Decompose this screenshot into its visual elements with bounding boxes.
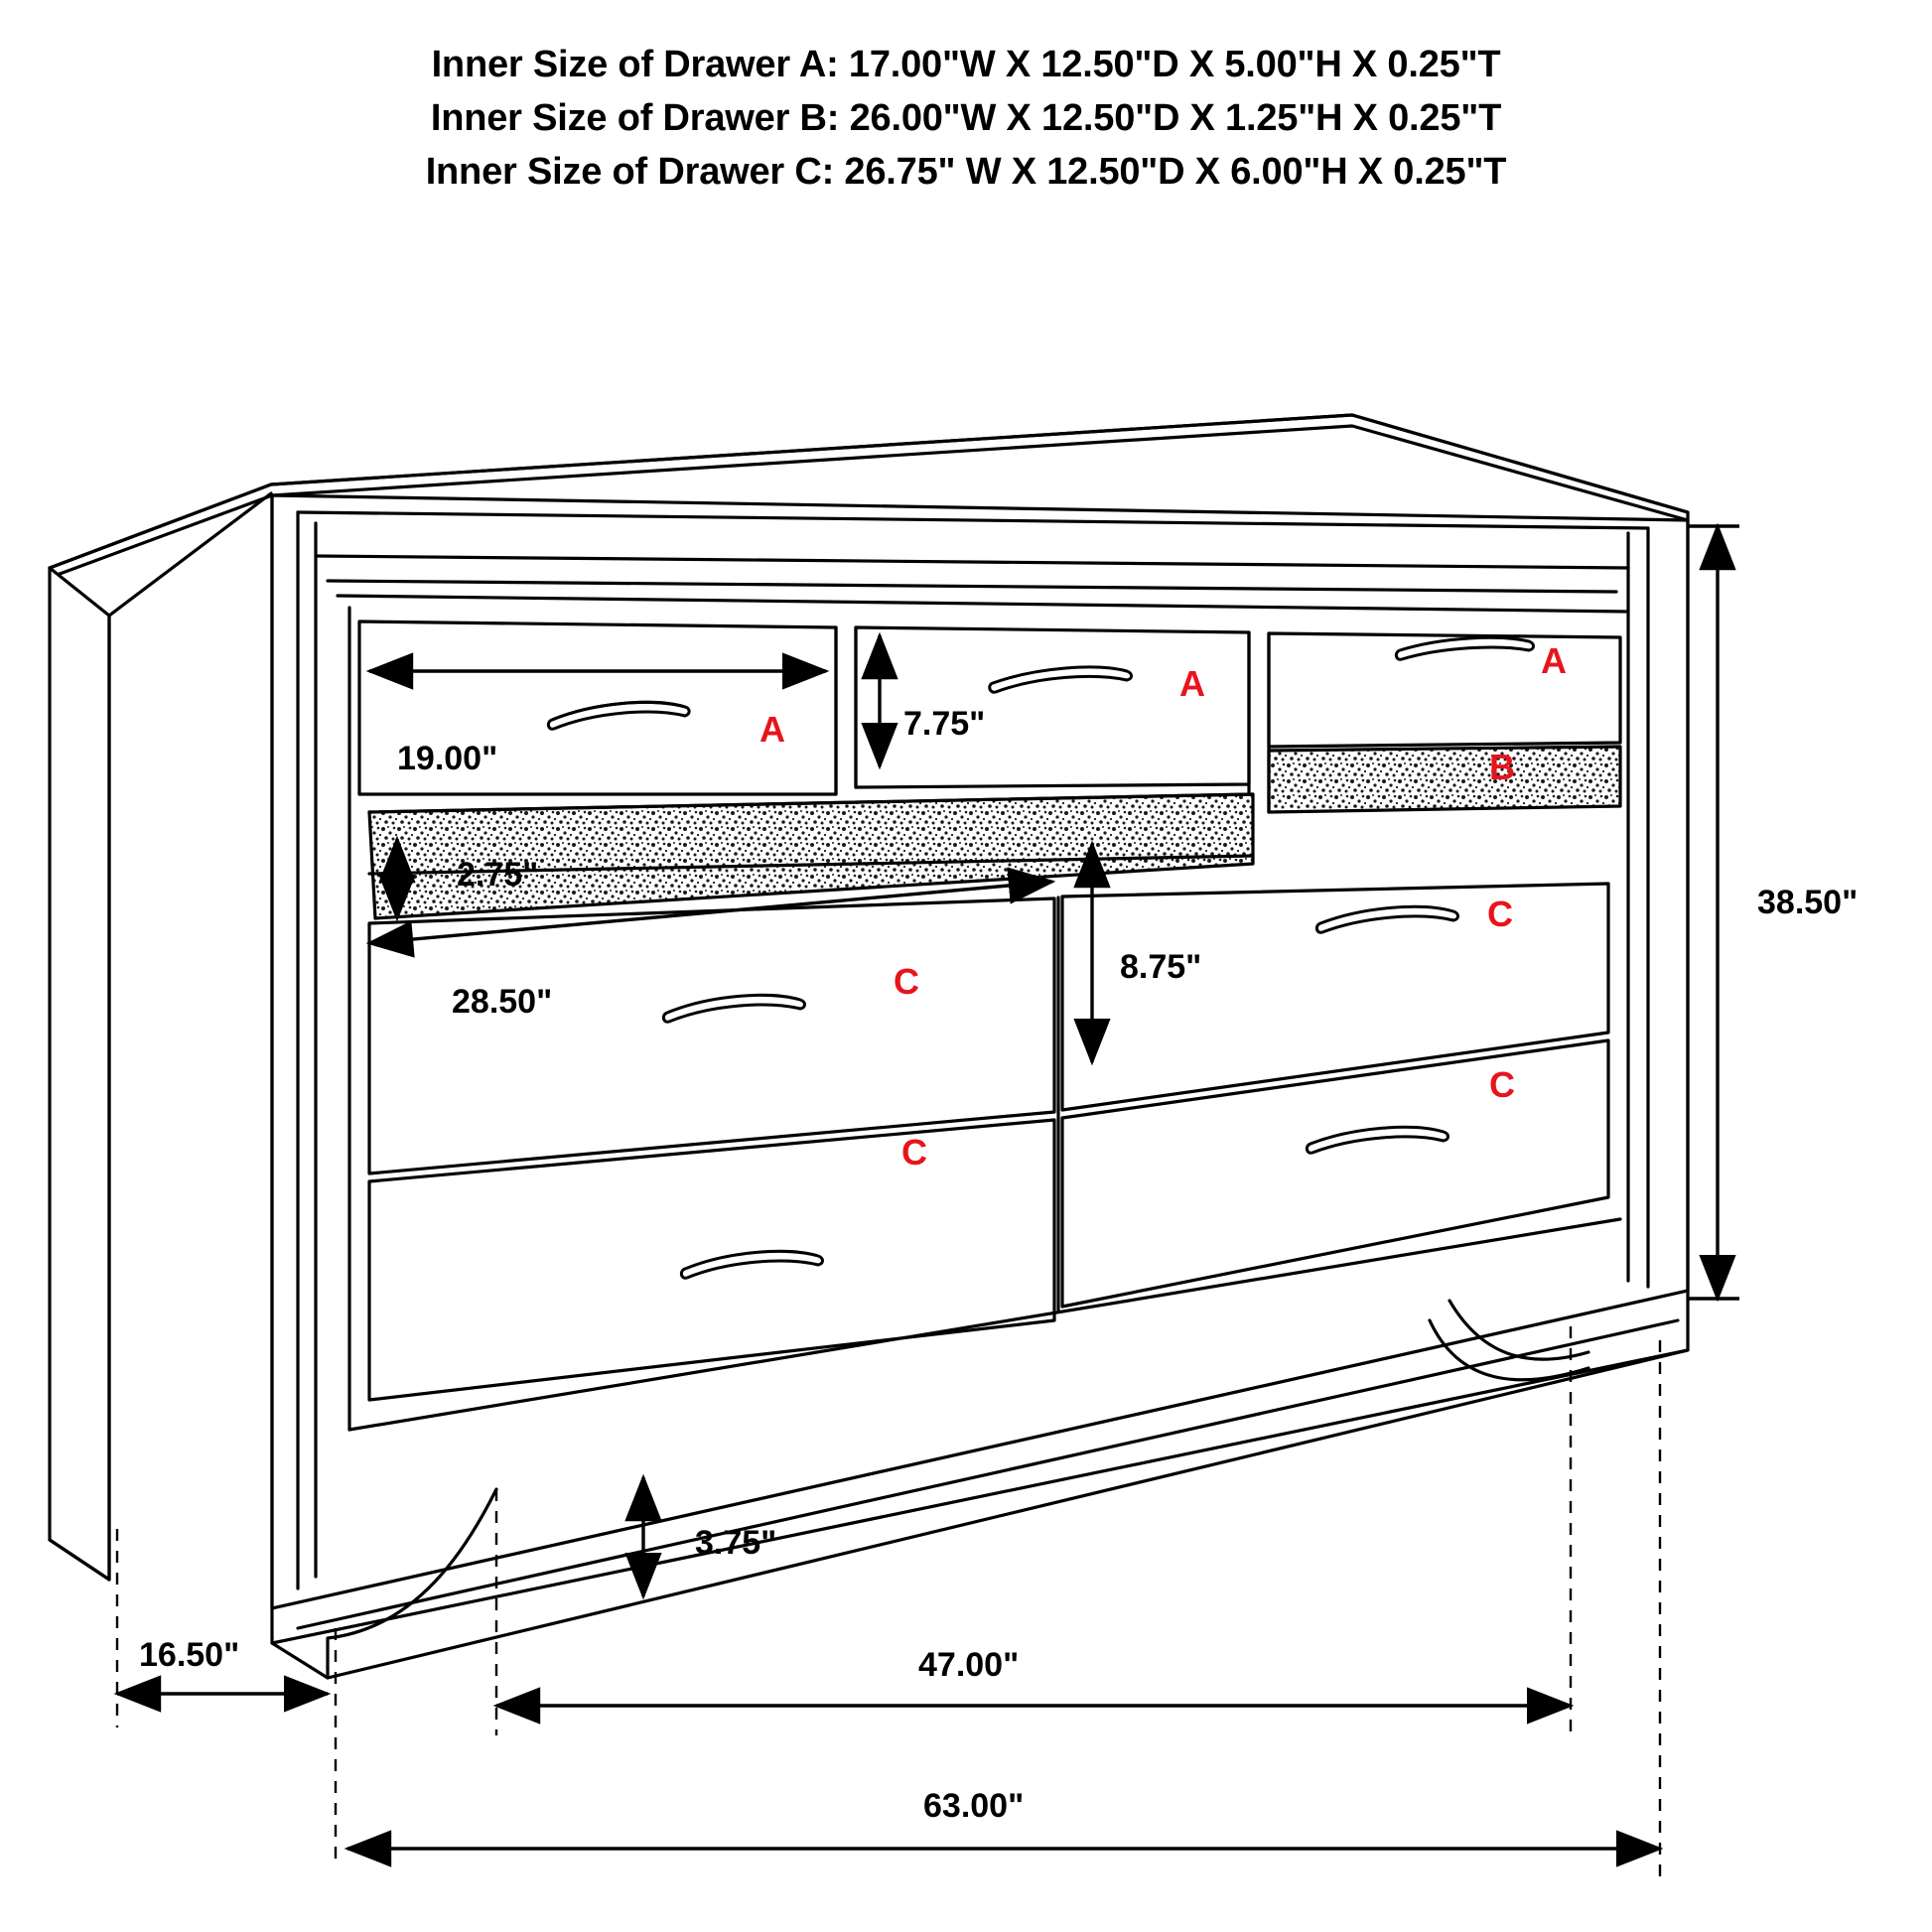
spec-line-c: Inner Size of Drawer C: 26.75" W X 12.50"D X 6.00"H X 0.25"T (425, 151, 1507, 193)
callout-c1: C (1487, 894, 1513, 934)
spec-line-a: Inner Size of Drawer A: 17.00"W X 12.50"D X 5.00"H X 0.25"T (431, 44, 1501, 85)
callout-c3: C (1489, 1064, 1515, 1105)
dim-1650-label: 16.50" (139, 1636, 240, 1674)
callout-b1: B (1489, 747, 1515, 787)
callout-a2: A (1179, 663, 1205, 704)
dim-375-label: 3.75" (695, 1524, 777, 1562)
callout-a1: A (759, 709, 785, 750)
callout-a3: A (1541, 640, 1567, 681)
dim-775-label: 7.75" (903, 705, 986, 743)
callout-c4: C (901, 1132, 927, 1173)
dim-4700-label: 47.00" (918, 1646, 1020, 1684)
dim-875-label: 8.75" (1120, 948, 1202, 986)
dim-2850-label: 28.50" (452, 983, 553, 1021)
dim-275-label: 2.75" (457, 856, 539, 894)
dim-6300-label: 63.00" (923, 1787, 1025, 1825)
spec-line-b: Inner Size of Drawer B: 26.00"W X 12.50"D X 1.25"H X 0.25"T (430, 97, 1502, 139)
callout-c2: C (894, 961, 919, 1002)
dim-3850-label: 38.50" (1757, 884, 1859, 921)
dim-19-label: 19.00" (397, 740, 498, 777)
